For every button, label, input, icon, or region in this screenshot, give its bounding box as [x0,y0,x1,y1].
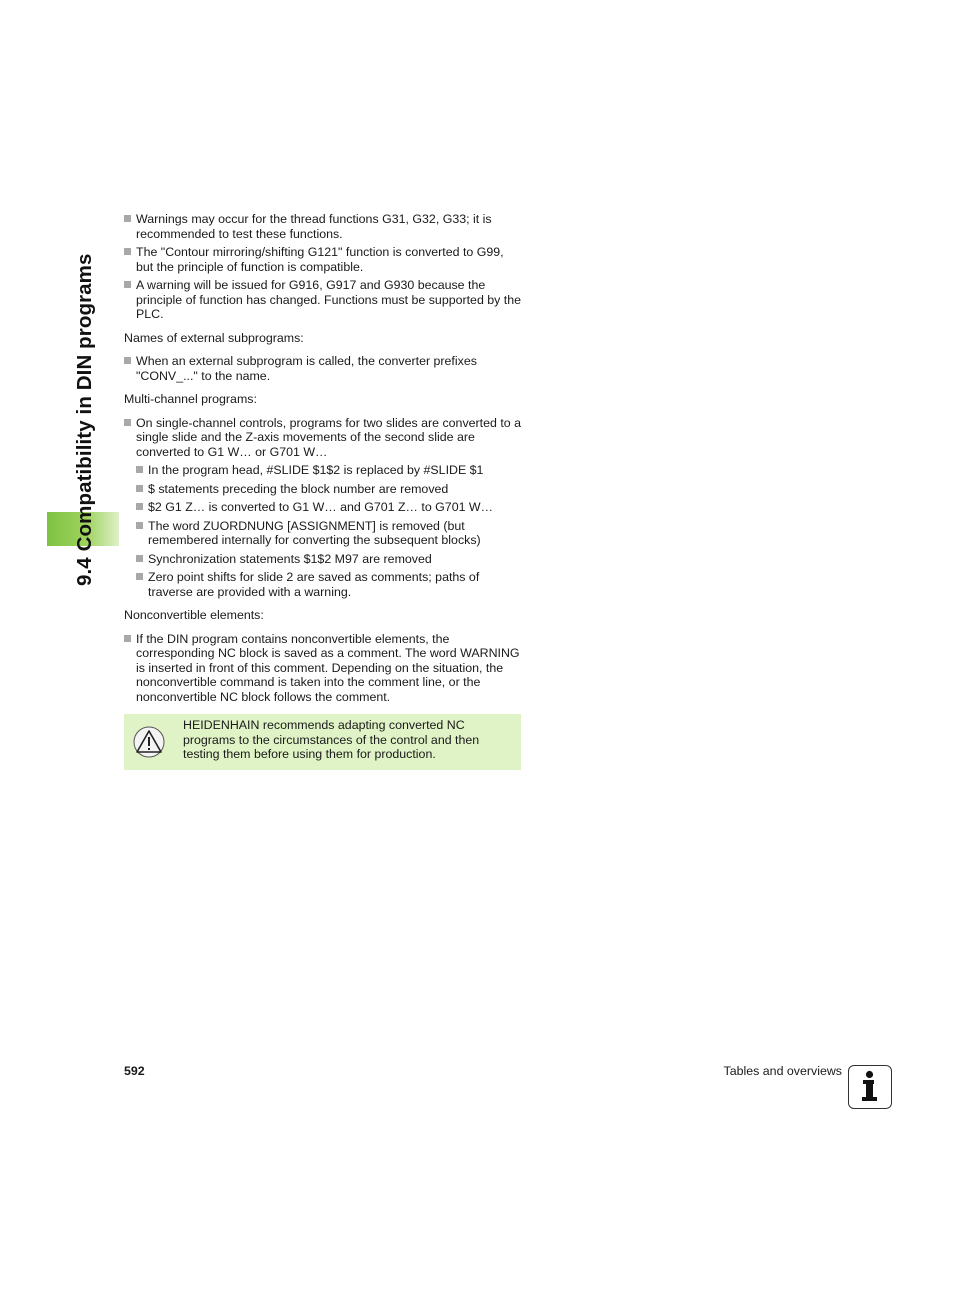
multichannel-heading: Multi-channel programs: [124,392,257,406]
info-icon [848,1065,892,1109]
warning-triangle-icon [133,726,165,758]
note-text: HEIDENHAIN recommends adapting converted NC programs to the circumstances of the control and then testing them before using them for production. [183,718,480,761]
names-bullet-list [124,354,522,383]
main-content [124,212,522,770]
list-item: A warning will be issued for G916, G917 and G930 because the principle of function has changed. Functions must be supported by the PLC. [124,278,522,322]
sub-list-item: In the program head, #SLIDE $1$2 is replaced by #SLIDE $1 [136,463,522,478]
names-heading: Names of external subprograms: [124,330,304,345]
list-item: Warnings may occur for the thread functions G31, G32, G33; it is recommended to test these functions. [124,212,522,241]
sub-list-item: The word ZUORDNUNG [ASSIGNMENT] is removed (but remembered internally for converting the subsequent blocks) [136,519,522,548]
sub-list-item: Zero point shifts for slide 2 are saved as comments; paths of traverse are provided with a warning. [136,570,522,599]
multichannel-bullet-list [124,416,522,600]
multichannel-bullet-text: On single-channel controls, programs for two slides are converted to a single slide and the Z-axis movements of the second slide are converted to G1 W… or G701 W… [136,415,521,459]
list-item: The "Contour mirroring/shifting G121" function is converted to G99, but the principle of function is compatible. [124,245,522,274]
page-number: 592 [124,1064,145,1078]
sub-list-item: $ statements preceding the block number are removed [136,482,522,497]
section-name: Tables and overviews [723,1064,842,1078]
nonconvertible-heading: Nonconvertible elements: [124,608,264,622]
chapter-title: 9.4 Compatibility in DIN programs [73,253,96,586]
list-item: When an external subprogram is called, the converter prefixes "CONV_..." to the name. [124,354,522,383]
list-item: If the DIN program contains nonconvertible elements, the corresponding NC block is saved as a comment. The word WARNING is inserted in front of this comment. Depending on the situation, the nonconvertible command is taken into the comment line, or the nonconvertible NC block follows the comment. [124,632,522,705]
nonconvertible-bullet-list [124,632,522,705]
list-item [124,416,522,600]
sub-list-item: Synchronization statements $1$2 M97 are removed [136,552,522,567]
info-glyph [849,1066,890,1107]
multichannel-sub-list [136,463,522,599]
warning-note [124,714,521,770]
sub-list-item: $2 G1 Z… is converted to G1 W… and G701 Z… to G701 W… [136,500,522,515]
top-bullet-list [124,212,522,322]
